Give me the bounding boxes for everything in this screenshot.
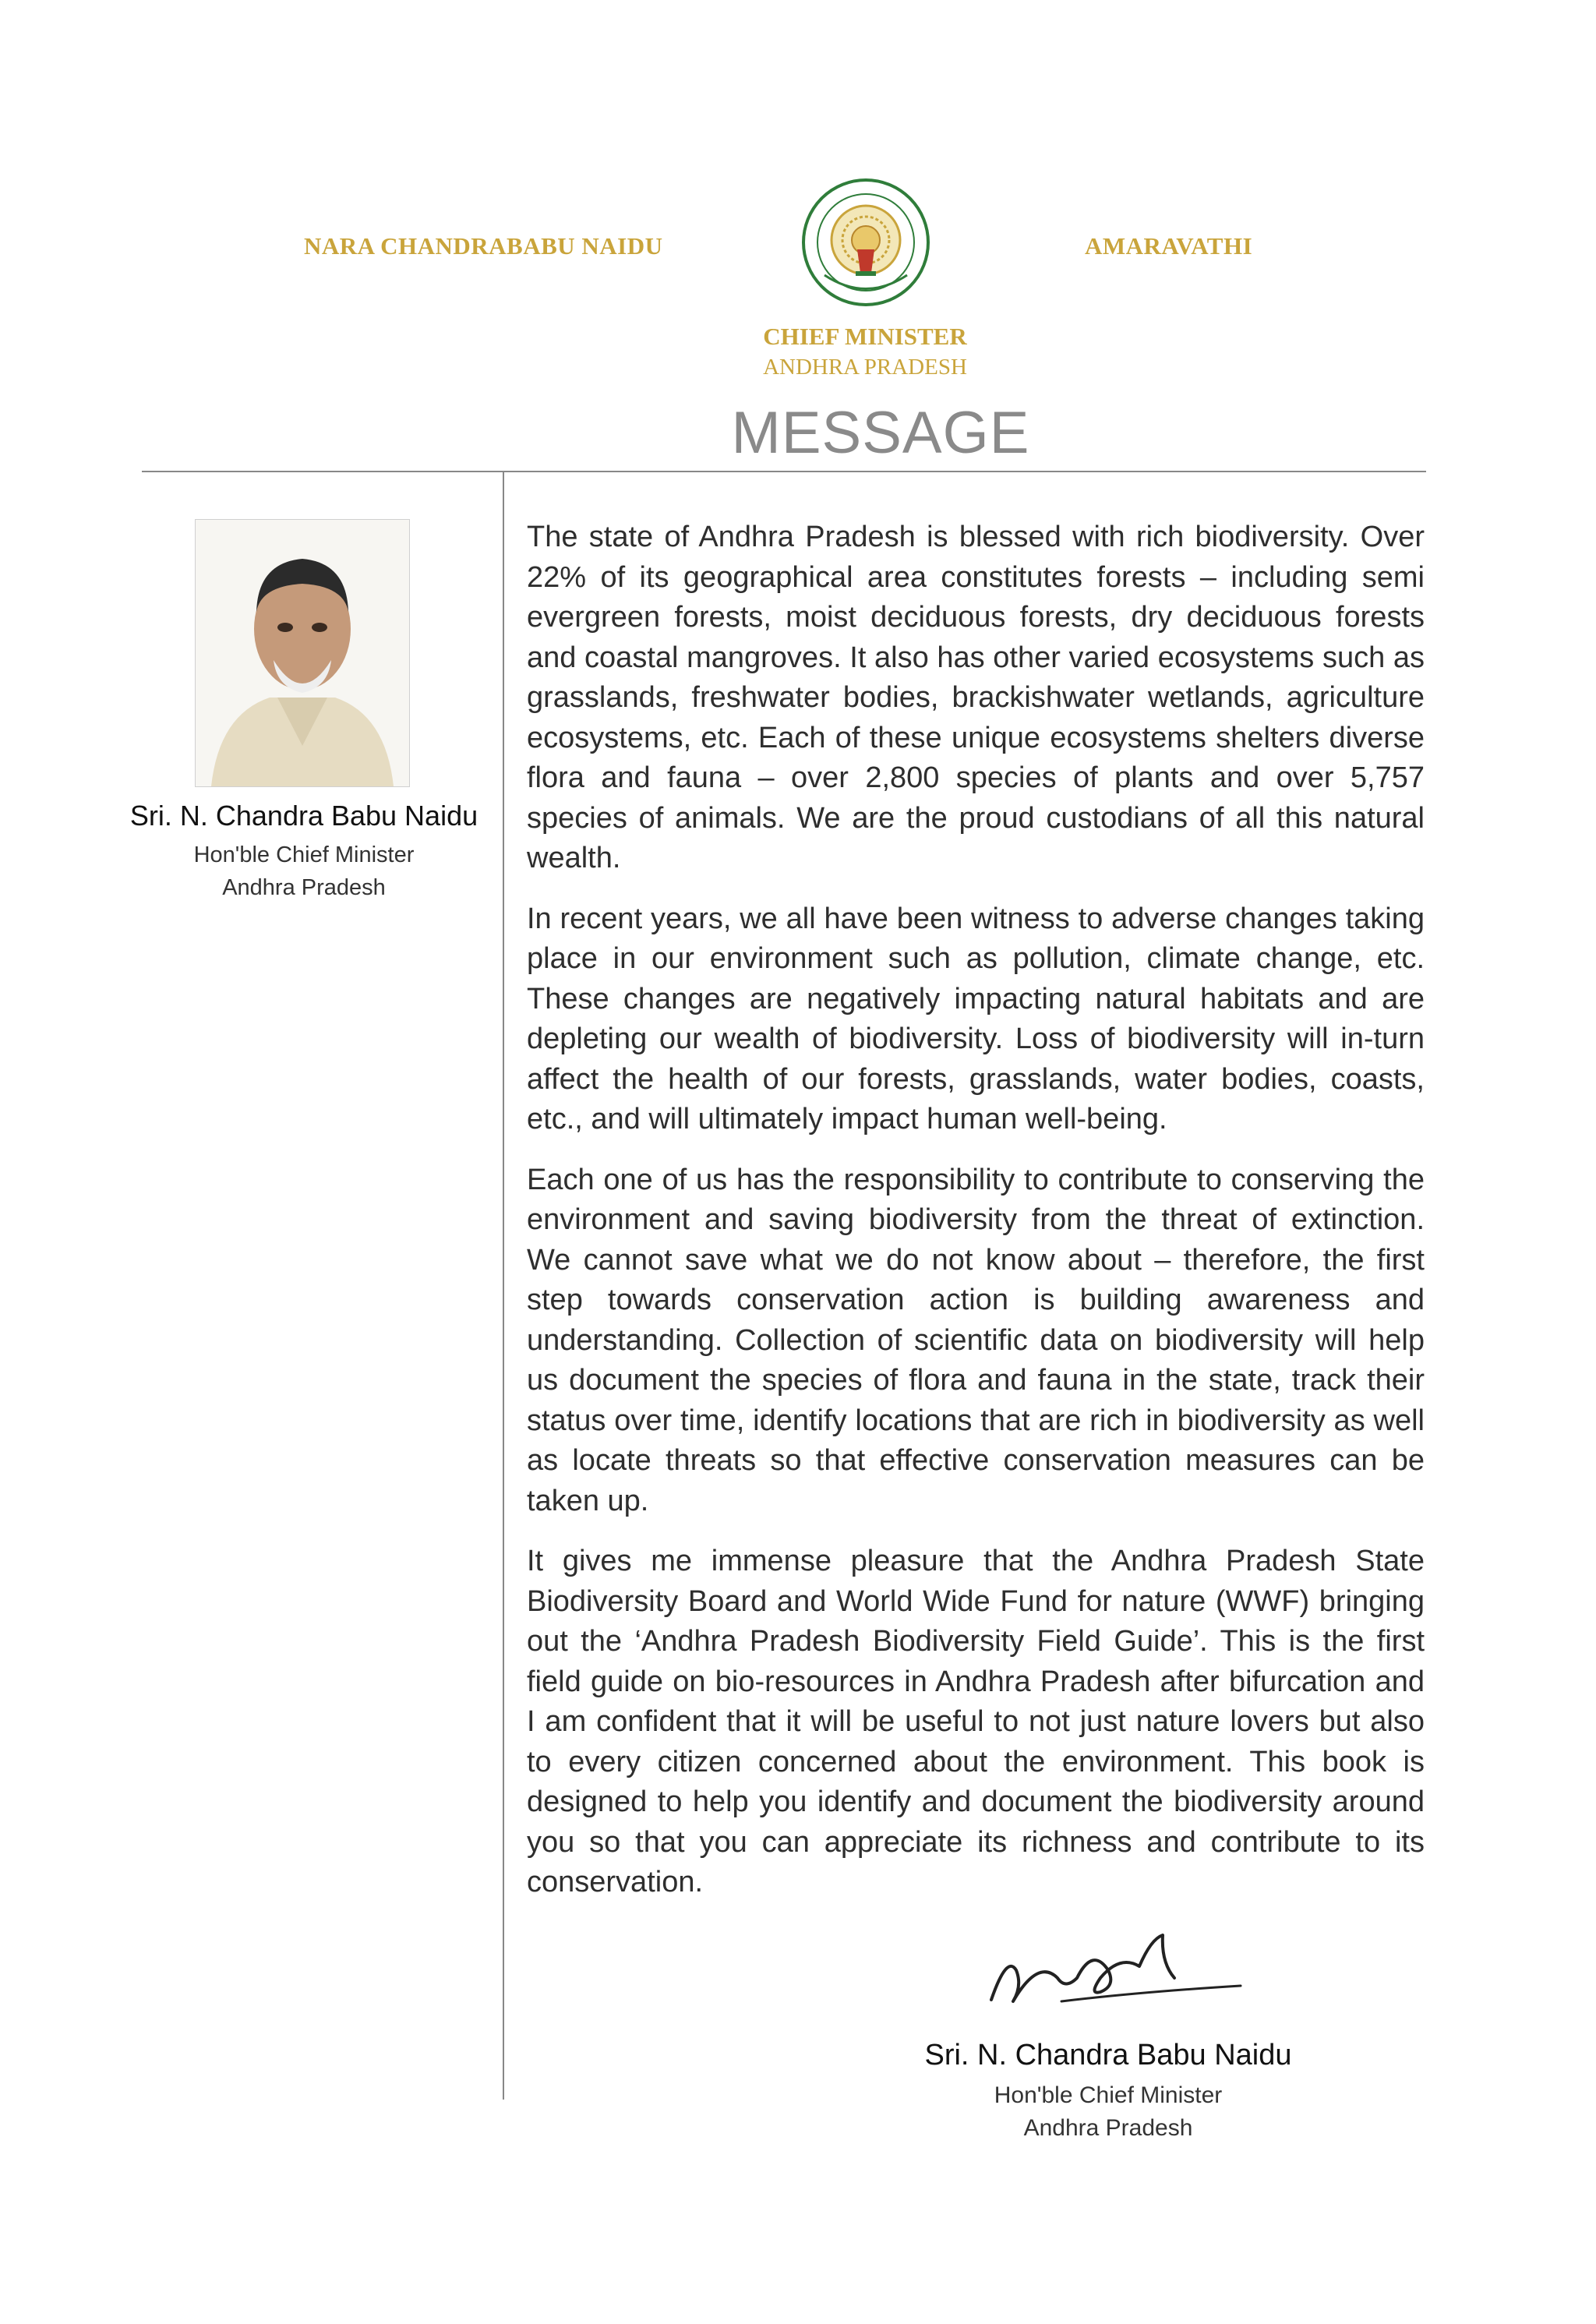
- body-paragraph: In recent years, we all have been witness to adverse changes taking place in our environment such as pollution, climate change, etc. These changes are negatively impacting natural habitats and are depleting our wealth of biodiversity. Loss of biodiversity will in-turn affect the health of our forests, grasslands, water bodies, coasts, etc., and will ultimately impact human well-being.: [527, 902, 1425, 1136]
- sidebar-state: Andhra Pradesh: [222, 875, 386, 900]
- body-paragraph: It gives me immense pleasure that the Andhra Pradesh State Biodiversity Board and World Wide Fund for nature (WWF) bringing out the ‘Andhra Pradesh Biodiversity Field Guide’. This is the first field guide on bio-resources in Andhra Pradesh after bifurcation and I am confident that it will be useful to not just nature lovers but also to every citizen concerned about the environment. This book is designed to help you identify and document the biodiversity around you so that you can appreciate its richness and contribute to its conservation.: [527, 1545, 1425, 1898]
- body-paragraph: The state of Andhra Pradesh is blessed with rich biodiversity. Over 22% of its geographical area constitutes forests – including semi evergreen forests, moist deciduous forests, dry deciduous forests and coastal mangroves. It also has other varied ecosystems such as grasslands, freshwater bodies, brackishwater wetlands, agriculture ecosystems, etc. Each of these unique ecosystems shelters diverse flora and fauna – over 2,800 species of plants and over 5,757 species of animals. We are the proud custodians of all this natural wealth.: [527, 521, 1425, 874]
- signoff-state: Andhra Pradesh: [1023, 2115, 1193, 2141]
- chief-minister-title: CHIEF MINISTER: [763, 323, 967, 350]
- sidebar-name: Sri. N. Chandra Babu Naidu: [129, 800, 478, 832]
- chief-minister-state: ANDHRA PRADESH: [763, 355, 967, 380]
- signoff-role: Hon'ble Chief Minister: [994, 2082, 1223, 2108]
- sidebar-role: Hon'ble Chief Minister: [193, 842, 415, 867]
- person-silhouette-icon: [196, 520, 409, 786]
- state-emblem-icon: [801, 178, 930, 307]
- portrait-photo: [195, 519, 410, 787]
- body-paragraph: Each one of us has the responsibility to contribute to conserving the environment and saving biodiversity from the threat of extinction. We cannot save what we do not know about – therefore, the first step towards conservation action is building awareness and understanding. Collection of scientific data on biodiversity will help us document the species of flora and fauna in the state, track their status over time, identify locations that are rich in biodiversity as well as locate threats so that effective conservation measures can be taken up.: [527, 1163, 1425, 1517]
- letterhead-name: NARA CHANDRABABU NAIDU: [304, 232, 663, 260]
- message-body: [527, 517, 1425, 1923]
- header-divider: [142, 471, 1426, 472]
- signature-icon: [983, 1923, 1248, 2017]
- message-heading: MESSAGE: [731, 400, 1030, 466]
- signoff-name: Sri. N. Chandra Babu Naidu: [924, 2039, 1292, 2071]
- column-divider: [503, 471, 504, 2100]
- letterhead-place: AMARAVATHI: [1085, 232, 1253, 260]
